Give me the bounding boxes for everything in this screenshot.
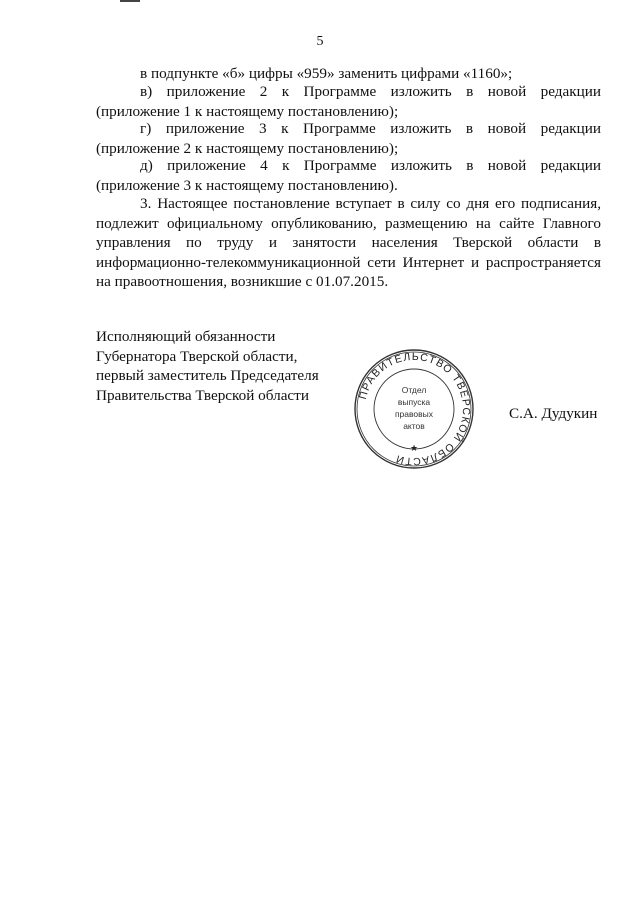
paragraph-appendix-3: г) приложение 3 к Программе изложить в новой редакции (приложение 2 к настоящему постановлению); (96, 120, 601, 157)
seal-center-line: правовых (394, 409, 434, 419)
paragraph-subpoint-b: в подпункте «б» цифры «959» заменить цифрами «1160»; (140, 65, 513, 82)
paragraph-appendix-2: в) приложение 2 к Программе изложить в новой редакции (приложение 1 к настоящему постановлению); (96, 83, 601, 120)
paragraph-effective-date: 3. Настоящее постановление вступает в силу со дня его подписания, подлежит официальному опубликованию, размещению на сайте Главного управления по труду и занятости населения Тверской области в информационно-телекоммуникационной сети Интернет и распространяется на правоотношения, возникшие с 01.07.2015. (96, 195, 601, 291)
seal-center-line: актов (403, 421, 425, 431)
official-seal (352, 347, 476, 471)
signatory-name: С.А. Дудукин (509, 405, 598, 422)
seal-center-line: выпуска (397, 397, 431, 407)
signature-title-line: Губернатора Тверской области, (96, 347, 298, 365)
signature-title-block (96, 327, 319, 405)
seal-ring-text: ПРАВИТЕЛЬСТВО ТВЕРСКОЙ ОБЛАСТИ (357, 350, 473, 468)
signature-title-line: Правительства Тверской области (96, 386, 309, 404)
svg-text:★: ★ (409, 443, 419, 453)
paragraph-appendix-4: д) приложение 4 к Программе изложить в новой редакции (приложение 3 к настоящему постановлению). (96, 157, 601, 194)
signature-title-line: Исполняющий обязанности (96, 328, 276, 345)
scan-mark (120, 0, 140, 2)
seal-center-line: Отдел (401, 385, 427, 395)
signature-title-line: первый заместитель Председателя (96, 367, 319, 384)
page-number: 5 (316, 34, 324, 49)
